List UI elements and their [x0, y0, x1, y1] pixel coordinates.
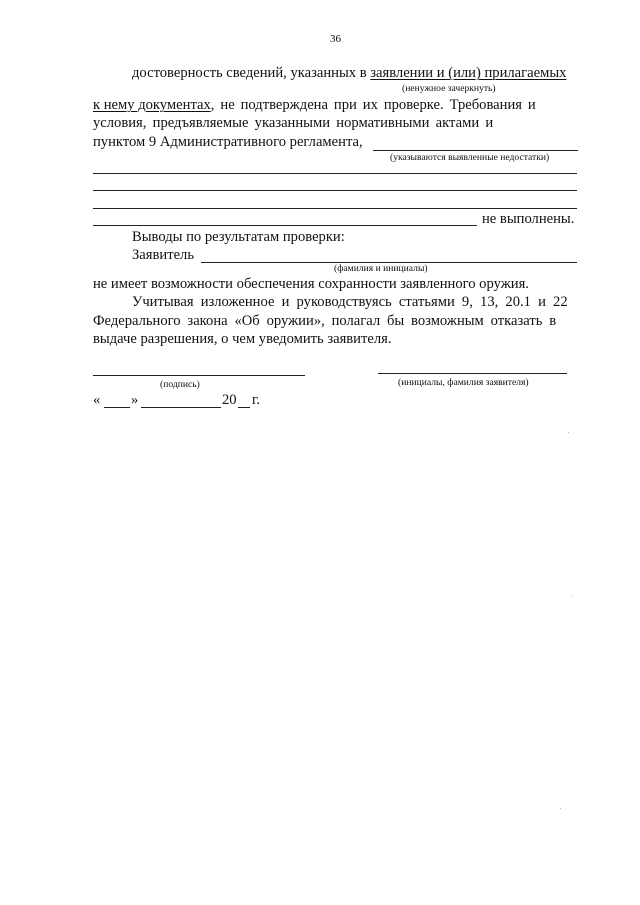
scan-speck — [568, 432, 569, 433]
para2-line3: выдаче разрешения, о чем уведомить заявителя. — [93, 331, 392, 347]
date-day-field-line[interactable] — [104, 407, 130, 408]
deficiencies-field-line-2[interactable] — [93, 173, 577, 174]
signature-field-line[interactable] — [93, 375, 305, 376]
page-number: 36 — [330, 33, 341, 45]
date-close-quote: » — [131, 392, 139, 408]
para1-line2-underlined: к нему документах — [93, 97, 211, 113]
hint-strike-out: (ненужное зачеркнуть) — [402, 83, 496, 94]
not-fulfilled-text: не выполнены. — [482, 211, 575, 227]
date-month-field-line[interactable] — [141, 407, 221, 408]
hint-deficiencies: (указываются выявленные недостатки) — [390, 152, 550, 163]
para1-line2 — [93, 97, 577, 114]
date-open-quote: « — [93, 392, 101, 408]
para1-line4: пунктом 9 Административного регламента, — [93, 134, 363, 150]
date-year-suffix: г. — [252, 392, 260, 408]
deficiencies-field-line-5[interactable] — [93, 225, 477, 226]
hint-applicant-initials: (инициалы, фамилия заявителя) — [398, 377, 529, 388]
date-year-prefix: 20 — [222, 392, 237, 408]
applicant-initials-field-line[interactable] — [378, 373, 567, 374]
para2-line2: Федерального закона «Об оружии», полагал бы возможным отказать в — [93, 313, 557, 329]
applicant-label: Заявитель — [132, 247, 194, 263]
date-year-field-line[interactable] — [238, 407, 250, 408]
para1-line1-underlined: заявлении и (или) прилагаемых — [370, 65, 567, 81]
scan-speck — [571, 595, 572, 596]
para1-line2-rest: , не подтверждена при их проверке. Требования и — [210, 97, 536, 113]
conclusions-heading: Выводы по результатам проверки: — [132, 229, 345, 245]
hint-applicant-name: (фамилия и инициалы) — [334, 263, 428, 274]
para1-line1 — [132, 65, 566, 82]
hint-signature: (подпись) — [160, 379, 200, 390]
para1-line1-prefix: достоверность сведений, указанных в — [132, 65, 367, 81]
deficiencies-field-line-3[interactable] — [93, 190, 577, 191]
deficiencies-field-line-1[interactable] — [373, 150, 578, 151]
no-storage-line: не имеет возможности обеспечения сохранности заявленного оружия. — [93, 276, 529, 292]
para2-line1: Учитывая изложенное и руководствуясь статьями 9, 13, 20.1 и 22 — [132, 294, 568, 310]
scan-speck — [560, 808, 561, 809]
para1-line3: условия, предъявляемые указанными нормативными актами и — [93, 115, 494, 131]
deficiencies-field-line-4[interactable] — [93, 208, 577, 209]
